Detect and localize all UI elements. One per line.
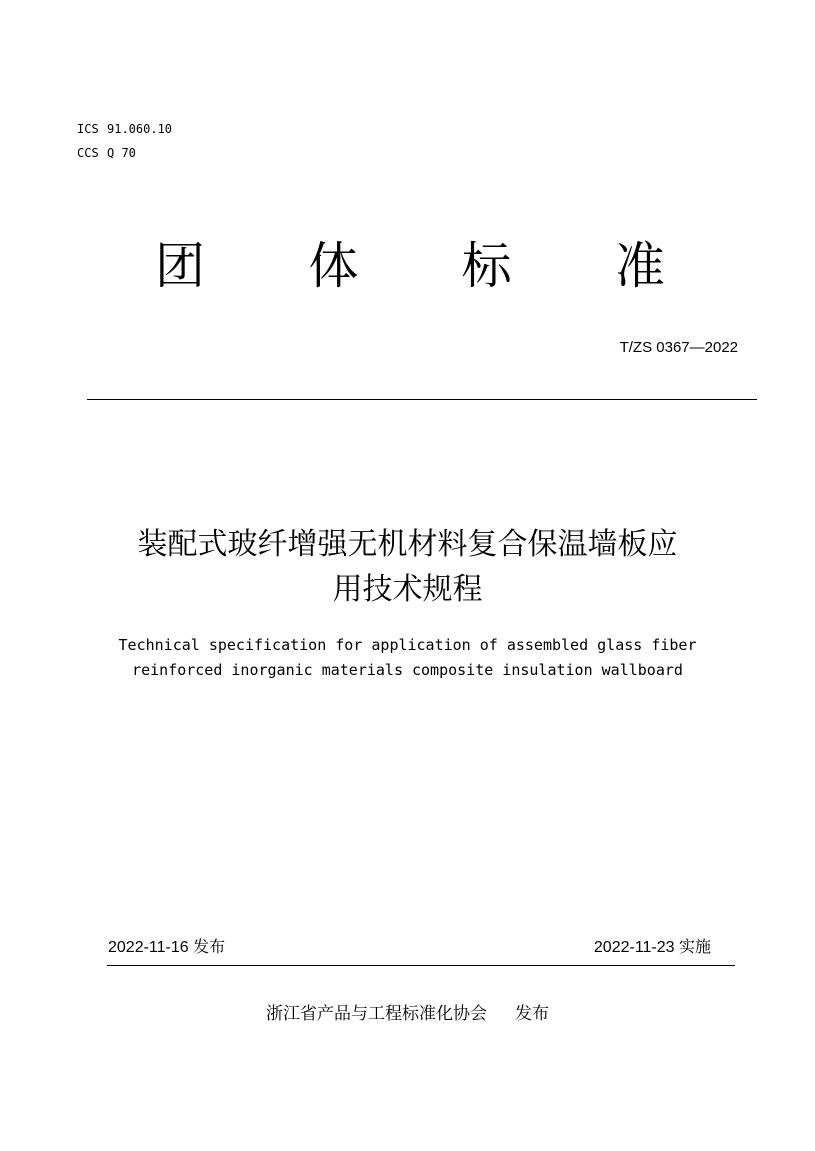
issue-date: 2022-11-16 发布 [108, 939, 226, 956]
implementation-date: 2022-11-23 实施 [593, 939, 711, 956]
chinese-title [60, 522, 755, 612]
publisher-name: 浙江省产品与工程标准化协会 [266, 1004, 487, 1024]
document-type-heading [150, 236, 670, 296]
standard-number: T/ZS 0367—2022 [619, 339, 738, 356]
english-title [60, 633, 755, 683]
doc-type-char: 准 [614, 237, 665, 295]
footer-divider [107, 965, 735, 966]
english-title-line-2: reinforced inorganic materials composite insulation wallboard [132, 661, 683, 679]
english-title-line-1: Technical specification for application of assembled glass fiber [118, 636, 697, 654]
ics-classification [77, 122, 172, 136]
header-divider [87, 399, 757, 400]
ccs-classification [77, 146, 136, 160]
doc-type-char: 团 [155, 237, 205, 295]
doc-type-char: 标 [461, 237, 512, 295]
ics-label: ICS [77, 122, 99, 136]
doc-type-char: 体 [308, 237, 359, 295]
publisher-line [0, 1003, 815, 1025]
publisher-action: 发布 [515, 1004, 549, 1024]
ics-value: 91.060.10 [107, 122, 173, 136]
chinese-title-line-2: 用技术规程 [332, 572, 483, 607]
chinese-title-line-1: 装配式玻纤增强无机材料复合保温墙板应 [137, 527, 678, 562]
ccs-value: Q 70 [107, 146, 136, 160]
ccs-label: CCS [77, 146, 99, 160]
